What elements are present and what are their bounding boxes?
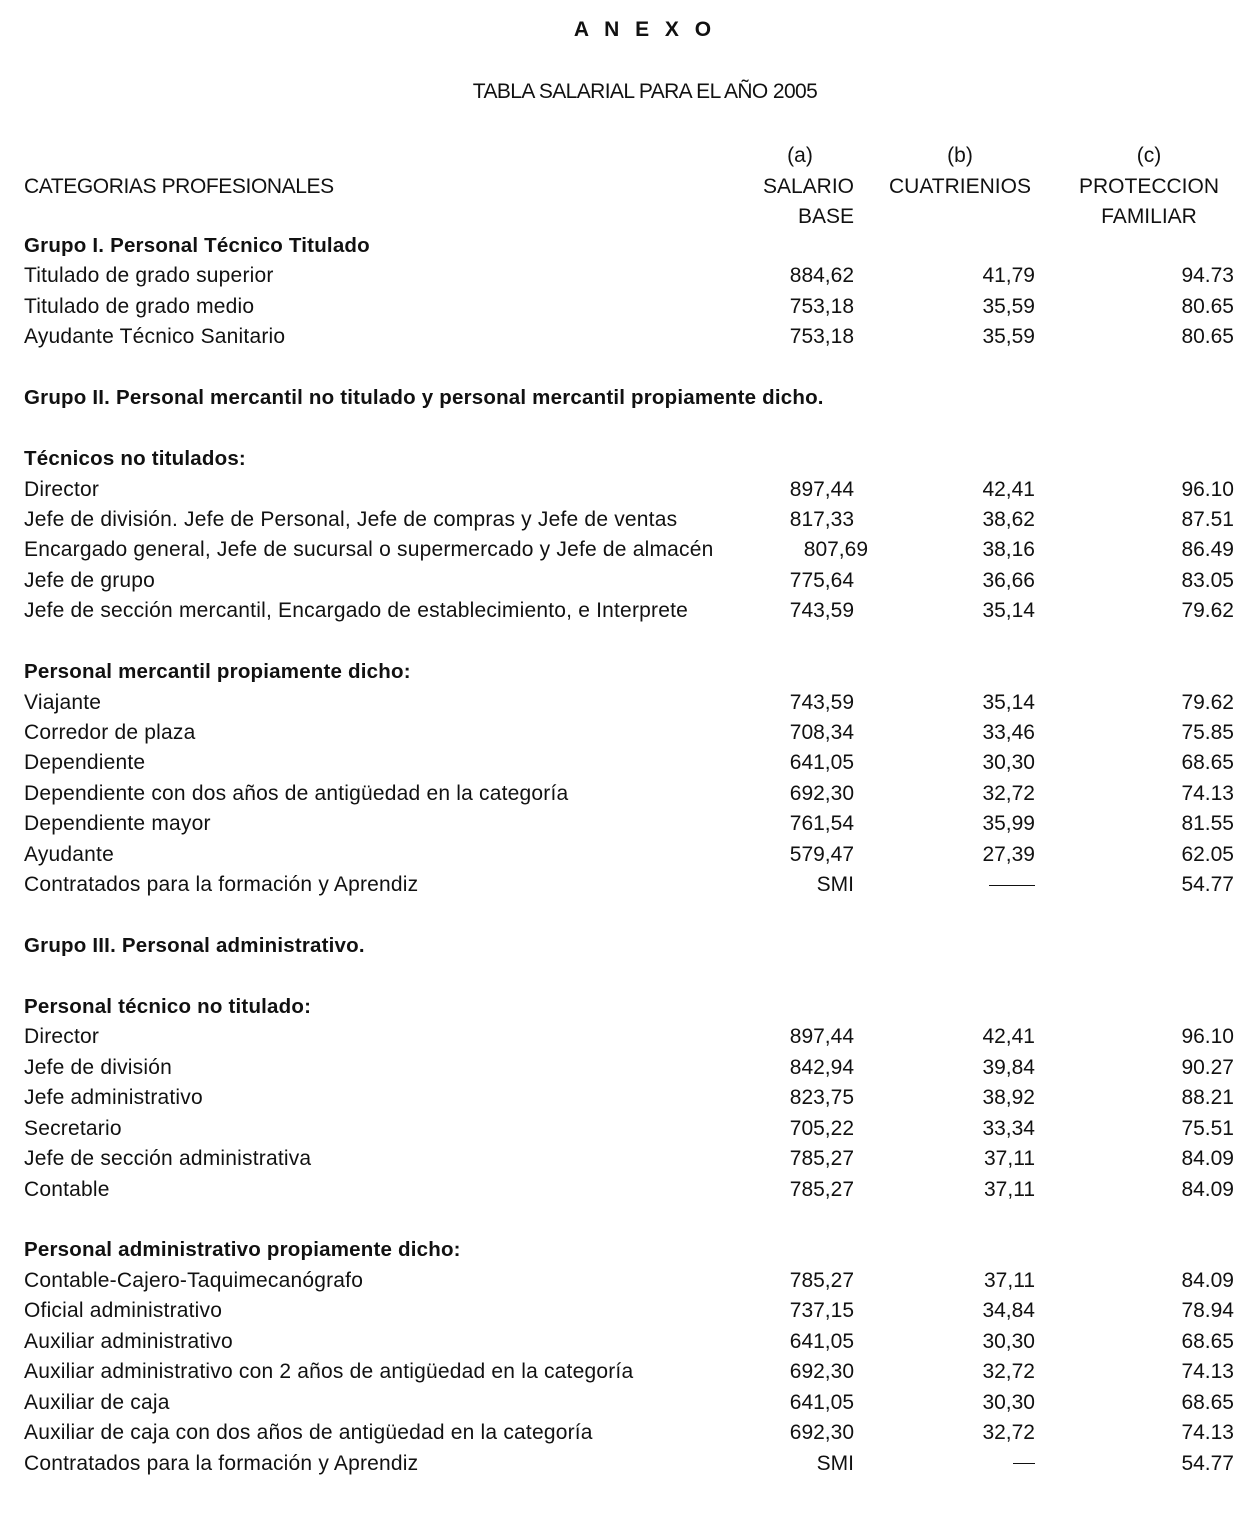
salario-base-value: SMI (816, 873, 854, 897)
salario-base-value: 641,05 (789, 1390, 854, 1414)
document-subtitle: TABLA SALARIAL PARA EL AÑO 2005 (472, 80, 818, 103)
section-heading (24, 931, 1234, 961)
salario-base-value: 579,47 (789, 842, 854, 866)
table-row (24, 1266, 1234, 1296)
proteccion-familiar-value: 84.09 (1181, 1268, 1234, 1292)
table-row (24, 1357, 1234, 1387)
blank-row (24, 353, 1234, 383)
cuatrienios-value: 30,30 (982, 1390, 1035, 1414)
cuatrienios-value: 35,59 (982, 294, 1035, 318)
category-label: Oficial administrativo (24, 1299, 223, 1323)
table-row (24, 779, 1234, 809)
category-label: Secretario (24, 1116, 122, 1140)
em-dash-mark (989, 885, 1035, 886)
cuatrienios-value: 30,30 (982, 751, 1035, 775)
table-row (24, 1114, 1234, 1144)
proteccion-familiar-value: 78.94 (1181, 1299, 1234, 1323)
blank-row (24, 901, 1234, 931)
salario-base-value: 785,27 (789, 1147, 854, 1171)
category-label: Jefe de división (24, 1055, 172, 1079)
table-row (24, 1449, 1234, 1479)
table-row (24, 596, 1234, 626)
category-label: Viajante (24, 690, 102, 714)
header-col-b-line1: CUATRIENIOS (889, 174, 1031, 198)
section-heading-label: Personal mercantil propiamente dicho: (24, 660, 411, 684)
cuatrienios-value: 32,72 (982, 1421, 1035, 1445)
salario-base-value: 705,22 (789, 1116, 854, 1140)
cuatrienios-value: 35,59 (982, 325, 1035, 349)
proteccion-familiar-value: 74.13 (1181, 1360, 1234, 1384)
salario-base-value: 823,75 (789, 1086, 854, 1110)
salary-table-body (24, 231, 1234, 1479)
table-row (24, 1053, 1234, 1083)
blank-row (24, 627, 1234, 657)
salario-base-value: 897,44 (789, 1025, 854, 1049)
proteccion-familiar-value: 90.27 (1181, 1055, 1234, 1079)
category-label: Director (24, 477, 100, 501)
cuatrienios-value: 37,11 (984, 1177, 1035, 1201)
proteccion-familiar-value: 68.65 (1181, 751, 1234, 775)
blank-row (24, 1205, 1234, 1235)
document-title: A N E X O (573, 18, 717, 41)
table-row (24, 688, 1234, 718)
category-label: Titulado de grado superior (24, 264, 274, 288)
section-heading-label: Grupo II. Personal mercantil no titulado y personal mercantil propiamente dicho. (24, 386, 824, 410)
category-label: Jefe administrativo (24, 1086, 203, 1110)
header-col-a-line2: BASE (797, 205, 854, 228)
header-category-label: CATEGORIAS PROFESIONALES (24, 175, 334, 198)
cuatrienios-value: 33,34 (982, 1116, 1035, 1140)
salario-base-value: 692,30 (789, 1360, 854, 1384)
table-row (24, 261, 1234, 291)
section-heading (24, 231, 1234, 261)
section-heading (24, 383, 1234, 413)
cuatrienios-value (1013, 1449, 1035, 1479)
header-col-c-line2: FAMILIAR (1101, 205, 1197, 228)
salario-base-value: 743,59 (789, 599, 854, 623)
cuatrienios-value: 35,14 (982, 690, 1035, 714)
category-label: Encargado general, Jefe de sucursal o supermercado y Jefe de almacén (24, 538, 714, 562)
salario-base-value: 753,18 (789, 325, 854, 349)
cuatrienios-value: 42,41 (982, 1025, 1035, 1049)
cuatrienios-value: 39,84 (982, 1055, 1035, 1079)
table-row (24, 566, 1234, 596)
table-row (24, 1083, 1234, 1113)
category-label: Ayudante Técnico Sanitario (24, 325, 286, 349)
cuatrienios-value: 36,66 (982, 568, 1035, 592)
table-row (24, 292, 1234, 322)
table-row (24, 840, 1234, 870)
section-heading (24, 992, 1234, 1022)
category-label: Jefe de división. Jefe de Personal, Jefe de compras y Jefe de ventas (24, 507, 678, 531)
salario-base-value: 785,27 (789, 1268, 854, 1292)
proteccion-familiar-value: 86.49 (1181, 538, 1234, 562)
proteccion-familiar-value: 54.77 (1181, 1451, 1234, 1475)
table-row (24, 1418, 1234, 1448)
salario-base-value: 737,15 (789, 1299, 854, 1323)
cuatrienios-value: 37,11 (984, 1147, 1035, 1171)
proteccion-familiar-value: 94.73 (1181, 264, 1234, 288)
proteccion-familiar-value: 54.77 (1181, 873, 1234, 897)
proteccion-familiar-value: 75.85 (1181, 721, 1234, 744)
cuatrienios-value: 27,39 (982, 842, 1035, 866)
table-row (24, 809, 1234, 839)
section-heading (24, 444, 1234, 474)
table-row (24, 1144, 1234, 1174)
table-row (24, 535, 1234, 565)
proteccion-familiar-value: 83.05 (1181, 568, 1234, 592)
proteccion-familiar-value: 79.62 (1181, 599, 1234, 623)
salario-base-value: 897,44 (789, 477, 854, 501)
category-label: Contable-Cajero-Taquimecanógrafo (24, 1268, 364, 1292)
salario-base-value: 761,54 (789, 812, 854, 836)
salario-base-value: 641,05 (789, 1329, 854, 1353)
cuatrienios-value: 38,62 (982, 507, 1035, 531)
salario-base-value: 692,30 (789, 1421, 854, 1445)
header-col-a-line1: SALARIO (762, 174, 854, 198)
section-heading-label: Personal técnico no titulado: (24, 994, 312, 1018)
header-col-a-letter: (a) (787, 144, 813, 167)
section-heading-label: Grupo I. Personal Técnico Titulado (24, 234, 370, 257)
category-label: Jefe de sección administrativa (24, 1147, 312, 1171)
category-label: Titulado de grado medio (24, 294, 255, 318)
cuatrienios-value: 32,72 (982, 1360, 1035, 1384)
header-col-a (734, 141, 854, 233)
table-row (24, 1327, 1234, 1357)
section-heading (24, 657, 1234, 687)
category-label: Contable (24, 1177, 110, 1201)
salario-base-value: 692,30 (789, 781, 854, 805)
proteccion-familiar-value: 68.65 (1181, 1390, 1234, 1414)
section-heading-label: Técnicos no titulados: (24, 447, 246, 471)
proteccion-familiar-value: 87.51 (1181, 507, 1234, 531)
blank-row (24, 414, 1234, 444)
category-label: Contratados para la formación y Aprendiz (24, 1451, 419, 1475)
section-heading-label: Grupo III. Personal administrativo. (24, 934, 365, 958)
proteccion-familiar-value: 81.55 (1181, 812, 1234, 836)
salario-base-value: 775,64 (789, 568, 854, 592)
cuatrienios-value: 33,46 (982, 721, 1035, 744)
proteccion-familiar-value: 75.51 (1181, 1116, 1234, 1140)
cuatrienios-value: 42,41 (982, 477, 1035, 501)
table-row (24, 870, 1234, 900)
header-col-b (880, 141, 1040, 202)
proteccion-familiar-value: 80.65 (1181, 325, 1234, 349)
category-label: Dependiente con dos años de antigüedad en la categoría (24, 781, 569, 805)
cuatrienios-value: 35,14 (982, 599, 1035, 623)
proteccion-familiar-value: 74.13 (1181, 1421, 1234, 1445)
salario-base-value: 817,33 (789, 507, 854, 531)
category-label: Dependiente (24, 751, 146, 775)
section-heading-label: Personal administrativo propiamente dicho: (24, 1238, 461, 1262)
salario-base-value: 641,05 (789, 751, 854, 775)
table-row (24, 1175, 1234, 1205)
proteccion-familiar-value: 80.65 (1181, 294, 1234, 318)
category-label: Auxiliar administrativo con 2 años de antigüedad en la categoría (24, 1360, 634, 1384)
salario-base-value: 708,34 (789, 721, 854, 744)
proteccion-familiar-value: 79.62 (1181, 690, 1234, 714)
cuatrienios-value (989, 870, 1035, 900)
cuatrienios-value: 37,11 (984, 1268, 1035, 1292)
header-col-c (1064, 141, 1234, 233)
proteccion-familiar-value: 68.65 (1181, 1329, 1234, 1353)
table-row (24, 1022, 1234, 1052)
blank-row (24, 962, 1234, 992)
table-row (24, 748, 1234, 778)
cuatrienios-value: 35,99 (982, 812, 1035, 836)
salario-base-value: 842,94 (789, 1055, 854, 1079)
table-row (24, 475, 1234, 505)
category-label: Auxiliar de caja (24, 1390, 170, 1414)
category-label: Director (24, 1025, 100, 1049)
em-dash-mark (1013, 1463, 1035, 1464)
proteccion-familiar-value: 74.13 (1181, 781, 1234, 805)
proteccion-familiar-value: 84.09 (1181, 1147, 1234, 1171)
salario-base-value: 743,59 (789, 690, 854, 714)
cuatrienios-value: 38,92 (982, 1086, 1035, 1110)
cuatrienios-value: 38,16 (982, 538, 1035, 562)
category-label: Auxiliar de caja con dos años de antigüedad en la categoría (24, 1421, 593, 1445)
header-col-b-letter: (b) (947, 144, 973, 167)
salario-base-value: SMI (816, 1451, 854, 1475)
proteccion-familiar-value: 96.10 (1181, 1025, 1234, 1049)
category-label: Auxiliar administrativo (24, 1329, 233, 1353)
category-label: Dependiente mayor (24, 812, 211, 836)
category-label: Jefe de sección mercantil, Encargado de establecimiento, e Interprete (24, 599, 688, 623)
proteccion-familiar-value: 62.05 (1181, 842, 1234, 866)
header-col-c-letter: (c) (1136, 144, 1162, 167)
salario-base-value: 884,62 (789, 264, 854, 288)
salario-base-value: 753,18 (789, 294, 854, 318)
cuatrienios-value: 32,72 (982, 781, 1035, 805)
salario-base-value: 807,69 (803, 538, 868, 562)
table-row (24, 1296, 1234, 1326)
header-col-c-line1: PROTECCION (1078, 174, 1219, 198)
table-header (24, 141, 1234, 233)
proteccion-familiar-value: 84.09 (1181, 1177, 1234, 1201)
cuatrienios-value: 34,84 (982, 1299, 1035, 1323)
category-label: Corredor de plaza (24, 721, 196, 744)
category-label: Ayudante (24, 842, 114, 866)
table-row (24, 505, 1234, 535)
table-row (24, 322, 1234, 352)
proteccion-familiar-value: 96.10 (1181, 477, 1234, 501)
category-label: Contratados para la formación y Aprendiz (24, 873, 419, 897)
proteccion-familiar-value: 88.21 (1181, 1086, 1234, 1110)
cuatrienios-value: 30,30 (982, 1329, 1035, 1353)
cuatrienios-value: 41,79 (982, 264, 1035, 288)
salario-base-value: 785,27 (789, 1177, 854, 1201)
category-label: Jefe de grupo (24, 568, 156, 592)
table-row (24, 1388, 1234, 1418)
table-row (24, 718, 1234, 748)
section-heading (24, 1235, 1234, 1265)
